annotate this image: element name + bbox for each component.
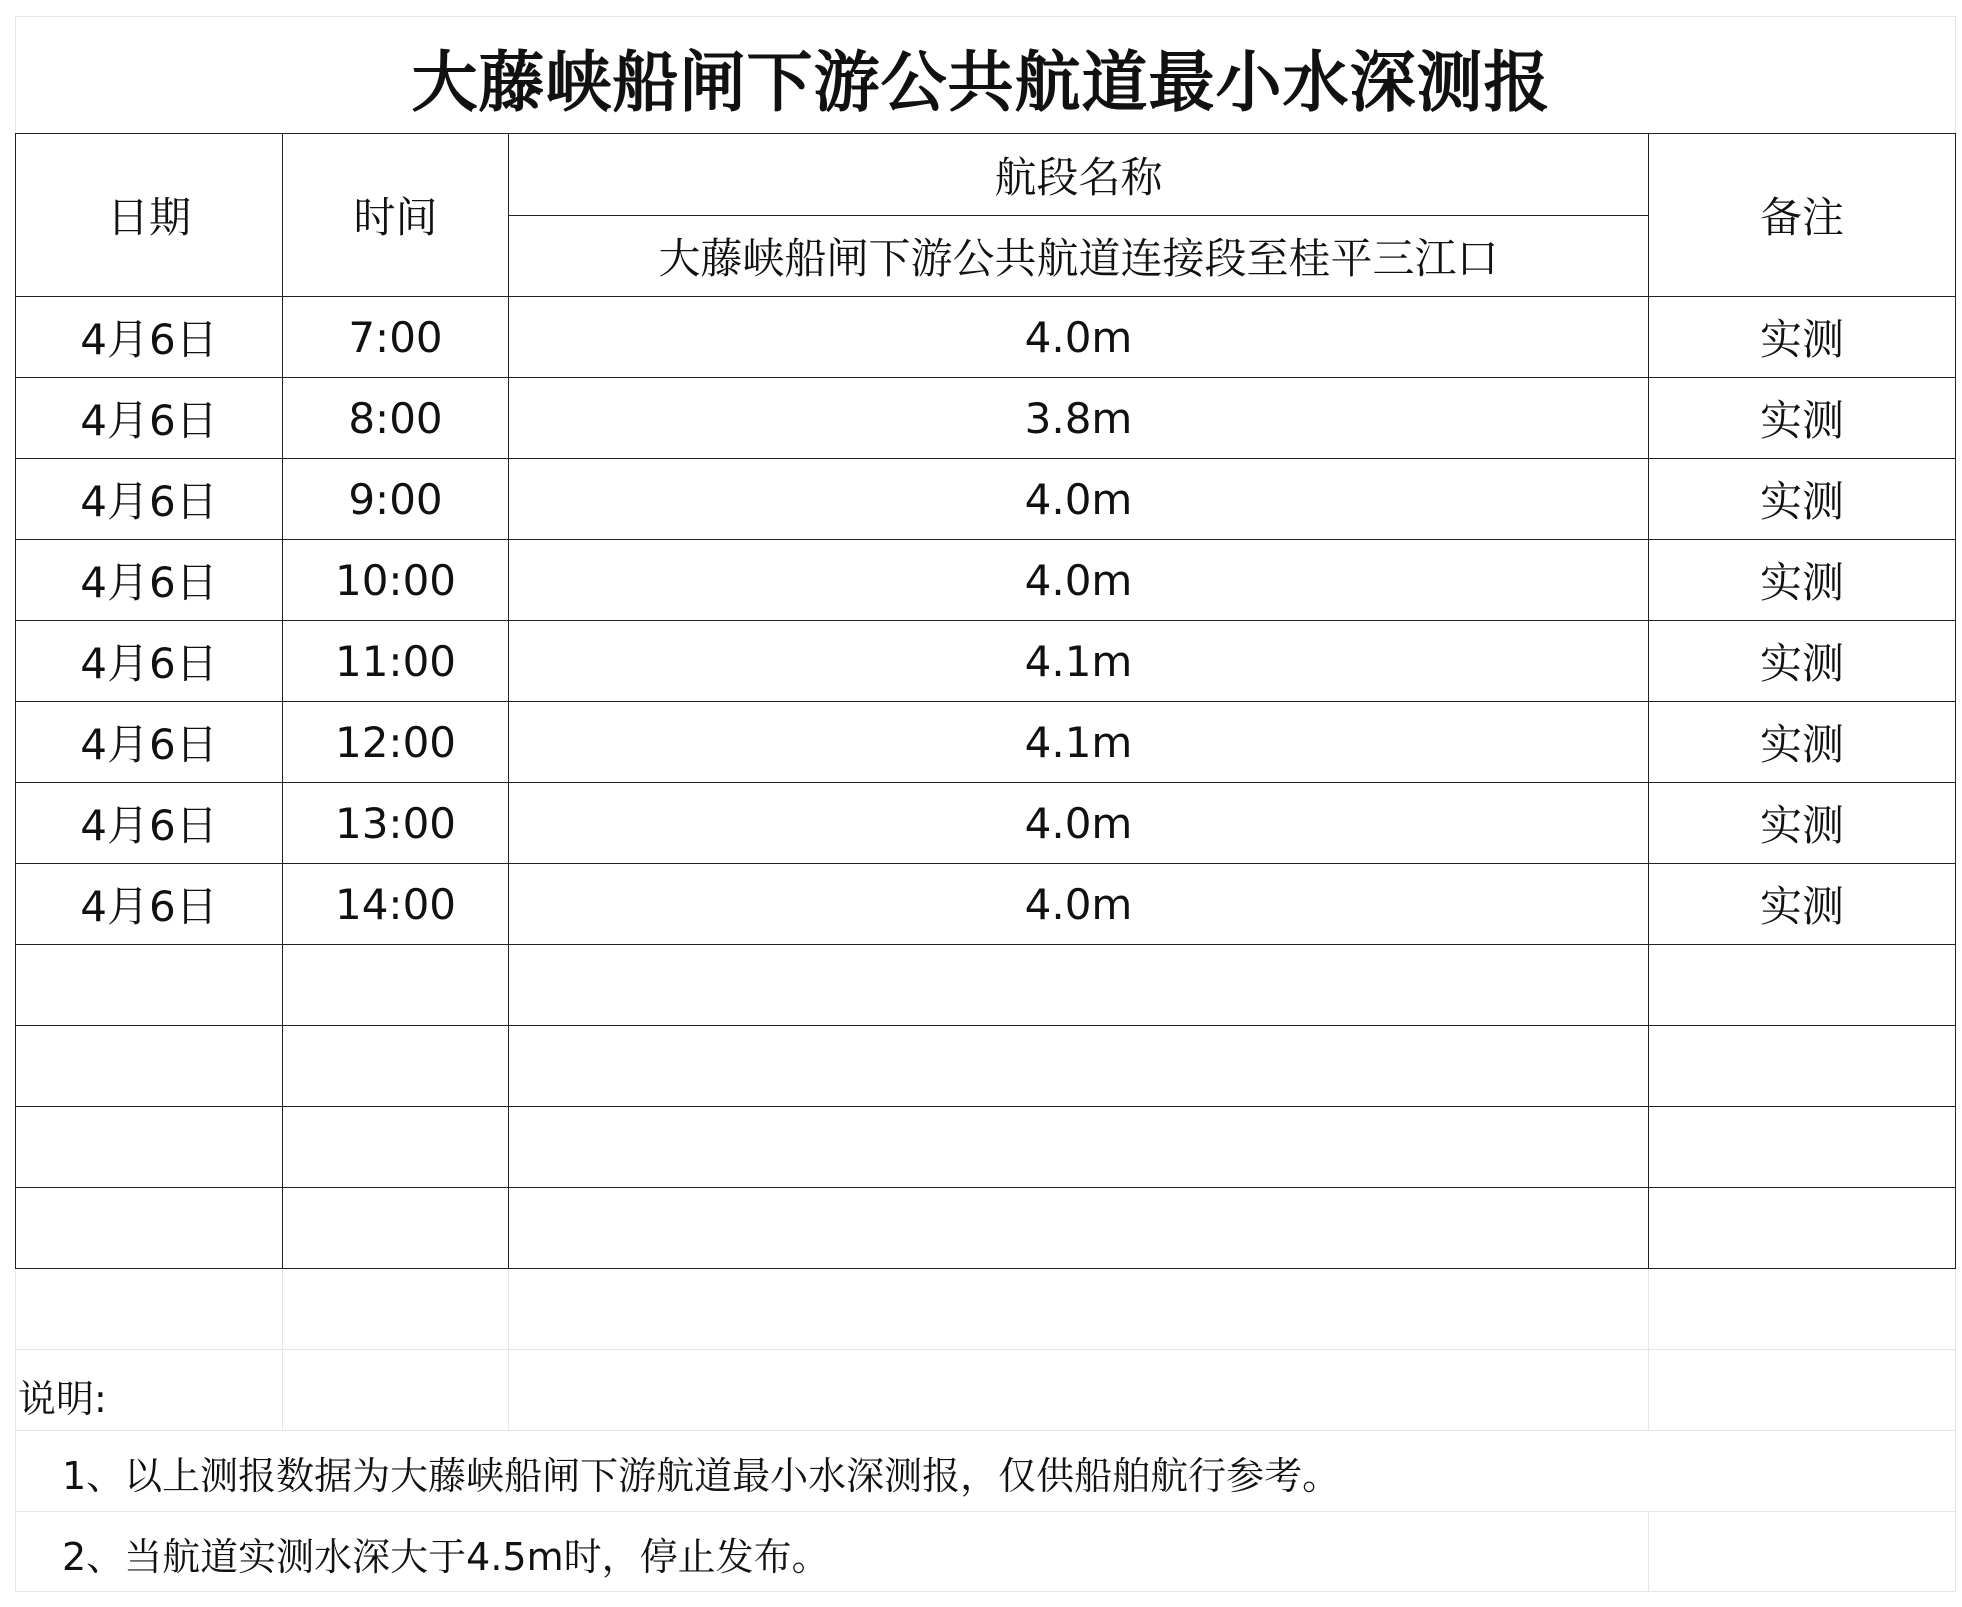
table-row: [16, 945, 1956, 1026]
cell-time: [283, 1188, 509, 1269]
cell-depth: [509, 1107, 1649, 1188]
cell-remark: 实测: [1649, 864, 1956, 945]
cell-remark: [1649, 1188, 1956, 1269]
cell-time: 14:00: [283, 864, 509, 945]
header-section-name: 大藤峡船闸下游公共航道连接段至桂平三江口: [509, 216, 1649, 297]
note-item: 2、当航道实测水深大于4.5m时，停止发布。: [62, 1534, 830, 1579]
cell-depth: [509, 945, 1649, 1026]
cell-date: 4月6日: [16, 378, 283, 459]
notes-label: 说明:: [18, 1376, 107, 1421]
cell-remark: 实测: [1649, 459, 1956, 540]
cell-remark: [1649, 945, 1956, 1026]
cell-time: 7:00: [283, 297, 509, 378]
cell-depth: 4.0m: [509, 783, 1649, 864]
cell-time: 12:00: [283, 702, 509, 783]
table-row: [16, 1107, 1956, 1188]
cell-remark: 实测: [1649, 621, 1956, 702]
cell-remark: 实测: [1649, 297, 1956, 378]
cell-date: 4月6日: [16, 783, 283, 864]
gridline: [15, 1349, 1955, 1350]
cell-remark: 实测: [1649, 540, 1956, 621]
cell-date: 4月6日: [16, 459, 283, 540]
cell-time: [283, 945, 509, 1026]
table-row: [16, 864, 1956, 945]
depth-report-table: [15, 133, 1956, 1269]
cell-depth: 4.1m: [509, 621, 1649, 702]
cell-depth: [509, 1026, 1649, 1107]
page-title: 大藤峡船闸下游公共航道最小水深测报: [411, 43, 1551, 121]
table-row: [16, 297, 1956, 378]
cell-time: [283, 1107, 509, 1188]
table-row: [16, 1188, 1956, 1269]
note-item: 1、以上测报数据为大藤峡船闸下游航道最小水深测报，仅供船舶航行参考。: [62, 1453, 1341, 1498]
cell-depth: 3.8m: [509, 378, 1649, 459]
cell-time: 11:00: [283, 621, 509, 702]
cell-date: [16, 1188, 283, 1269]
table-row: [16, 540, 1956, 621]
table-row: [16, 621, 1956, 702]
gridline: [1648, 1512, 1649, 1592]
cell-time: 8:00: [283, 378, 509, 459]
cell-depth: 4.0m: [509, 297, 1649, 378]
cell-time: 13:00: [283, 783, 509, 864]
cell-time: 9:00: [283, 459, 509, 540]
gridline: [15, 1430, 1955, 1431]
table-row: [16, 459, 1956, 540]
cell-depth: [509, 1188, 1649, 1269]
cell-remark: [1649, 1107, 1956, 1188]
cell-date: 4月6日: [16, 621, 283, 702]
table-row: [16, 702, 1956, 783]
cell-date: 4月6日: [16, 297, 283, 378]
cell-depth: 4.0m: [509, 459, 1649, 540]
cell-remark: [1649, 1026, 1956, 1107]
header-date: 日期: [16, 134, 283, 297]
table-row: [16, 378, 1956, 459]
cell-date: [16, 1107, 283, 1188]
cell-date: 4月6日: [16, 540, 283, 621]
header-remark: 备注: [1649, 134, 1956, 297]
header-section-label: 航段名称: [509, 134, 1649, 216]
cell-date: [16, 945, 283, 1026]
cell-date: [16, 1026, 283, 1107]
table-row: [16, 783, 1956, 864]
cell-depth: 4.1m: [509, 702, 1649, 783]
header-time: 时间: [283, 134, 509, 297]
cell-depth: 4.0m: [509, 540, 1649, 621]
cell-date: 4月6日: [16, 702, 283, 783]
cell-date: 4月6日: [16, 864, 283, 945]
cell-time: [283, 1026, 509, 1107]
cell-remark: 实测: [1649, 783, 1956, 864]
cell-time: 10:00: [283, 540, 509, 621]
cell-depth: 4.0m: [509, 864, 1649, 945]
table-row: [16, 1026, 1956, 1107]
cell-remark: 实测: [1649, 378, 1956, 459]
cell-remark: 实测: [1649, 702, 1956, 783]
